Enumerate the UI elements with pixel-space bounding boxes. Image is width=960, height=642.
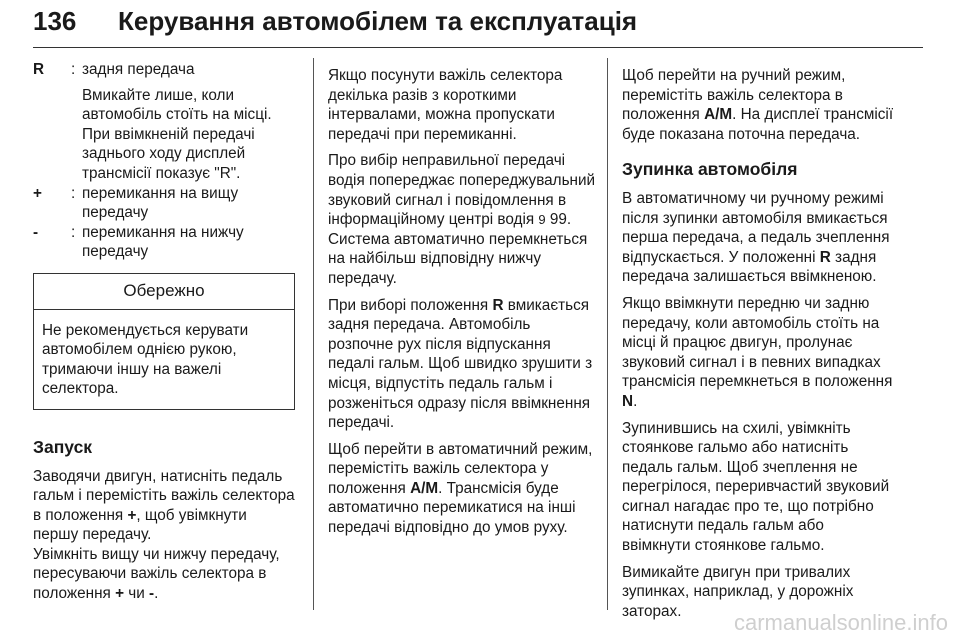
definition-r-note: Вмикайте лише, коли автомобіль стоїть на місці. При ввімкненій передачі заднього ходу дисплей трансмісії показує "R". bbox=[82, 86, 272, 182]
def-value: задня передача bbox=[82, 61, 195, 78]
def-value: перемикання на вищу передачу bbox=[82, 184, 239, 222]
warning-text: Не рекомендується керувати автомобілем однією рукою, тримаючи іншу на важелі селектора. bbox=[42, 321, 249, 398]
section-heading-stop: Зупинка автомобіля bbox=[622, 159, 798, 180]
page-reference[interactable]: 99. bbox=[545, 211, 572, 229]
start-paragraph: Заводячи двигун, натисніть педаль гальм і перемістіть важіль селектора в положення +, щоб увімкнути першу передачу. bbox=[33, 467, 295, 544]
paragraph: При виборі положення R вмикається задня передача. Автомобіль розпочне рух після відпускання педалі гальм. Щоб швидко зрушити з місця, відпустіть педаль гальм і розженіться одразу після ввімкнення передачі. bbox=[328, 296, 593, 432]
paragraph: Якщо посунути важіль селектора декілька разів з короткими інтервалами, можна пропускати передачі при перемиканні. bbox=[328, 67, 563, 143]
section-heading-start: Запуск bbox=[33, 436, 93, 457]
paragraph: Щоб перейти на ручний режим, перемістіть важіль селектора в положення A/M. На дисплеї трансмісії буде показана поточна передача. bbox=[622, 67, 894, 143]
def-key: + bbox=[33, 184, 42, 202]
watermark: carmanualsonline.info bbox=[733, 610, 948, 635]
def-value: перемикання на нижчу передачу bbox=[82, 223, 244, 261]
shift-paragraph: Увімкніть вищу чи нижчу передачу, пересуваючи важіль селектора в положення + чи -. bbox=[33, 545, 280, 603]
definition-minus: - : перемикання на нижчу передачу bbox=[33, 223, 295, 262]
definition-plus: + : перемикання на вищу передачу bbox=[33, 184, 295, 223]
paragraph: Про вибір неправильної передачі водія попереджає попереджувальний звуковий сигнал і повідомлення в інформаційному центрі водія 9 99. Система автоматично перемкнеться на найбільш відповідну нижчу передачу. bbox=[328, 152, 596, 287]
paragraph: Вимикайте двигун при тривалих зупинках, наприклад, у дорожніх заторах. bbox=[622, 563, 854, 620]
paragraph: В автоматичному чи ручному режимі після зупинки автомобіля вмикається перша передача, а педаль зчеплення відпускається. У положенні R задня передача залишається ввімкненою. bbox=[622, 189, 890, 286]
definition-r: R : задня передача bbox=[33, 60, 295, 80]
column-2 bbox=[328, 66, 596, 545]
paragraph: Якщо ввімкнути передню чи задню передачу, коли автомобіль стоїть на місці й працює двигун, пролунає звуковий сигнал і в певних випадках трансмісія перемкнеться в положення N. bbox=[622, 294, 893, 410]
def-key: R bbox=[33, 61, 45, 78]
paragraph: Щоб перейти в автоматичний режим, перемістіть важіль селектора у положення A/M. Трансмісія буде автоматично перемикатися на інші передачі відповідно до умов руху. bbox=[328, 440, 593, 537]
page-title: Керування автомобілем та експлуатація bbox=[118, 6, 638, 36]
column-divider-1 bbox=[313, 58, 314, 610]
column-3 bbox=[622, 66, 894, 628]
page-ref-arrow-icon: 9 bbox=[538, 212, 546, 228]
warning-box bbox=[33, 273, 295, 410]
header-divider bbox=[33, 47, 923, 48]
def-key: - bbox=[33, 223, 39, 241]
warning-title: Обережно bbox=[34, 274, 294, 310]
column-1 bbox=[33, 60, 295, 604]
page-number: 136 bbox=[33, 6, 77, 36]
paragraph: Зупинившись на схилі, увімкніть стоянкове гальмо або натисніть педаль гальм. Щоб зчеплення не перегрілося, переривчастий звуковий сигнал нагадає про те, що потрібно натиснути педаль гальм або ввімкнути стоянкове гальмо. bbox=[622, 419, 890, 555]
column-divider-2 bbox=[607, 58, 608, 610]
page-header bbox=[33, 2, 923, 46]
